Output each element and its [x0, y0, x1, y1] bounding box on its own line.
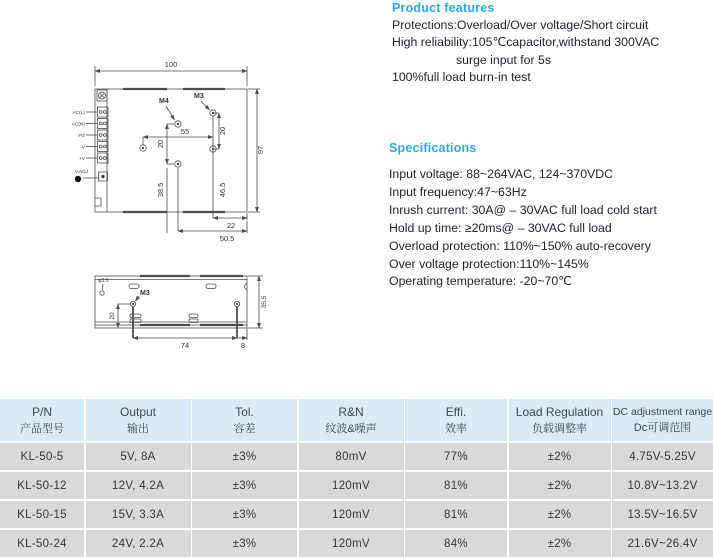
table-cell: 13.5V~16.5V: [612, 501, 713, 528]
table-cell: ±2%: [509, 472, 611, 499]
dim-74: 74: [180, 341, 190, 350]
table-cell: ±2%: [509, 501, 611, 528]
table-cell: ±3%: [192, 472, 297, 499]
top-view-drawing: [55, 50, 317, 265]
table-cell: ±3%: [192, 501, 297, 528]
m3-label: M3: [194, 93, 204, 100]
table-cell: ±2%: [509, 443, 611, 470]
column-header-load-regulation: Load Regulation 负载调整率: [509, 399, 611, 441]
m3-label: M3: [140, 290, 150, 297]
dim-20-center: 20: [156, 139, 165, 149]
terminal-label: FG: [78, 134, 85, 139]
table-cell: 120mV: [299, 530, 404, 557]
table-cell: KL-50-24: [0, 530, 84, 557]
column-header-rn: R&N 纹波&噪声: [299, 399, 404, 441]
column-header-effi: Effi. 效率: [405, 399, 507, 441]
specifications-title: Specifications: [389, 141, 477, 155]
terminal-label: AC(N): [71, 122, 85, 128]
table-cell: ±3%: [192, 530, 297, 557]
spec-line: Input frequency:47~63Hz: [389, 184, 527, 199]
column-header-output: Output 输出: [86, 399, 191, 441]
feature-line: High reliability:105℃capacitor,withstand 300VAC: [392, 35, 660, 50]
terminal-label: V.ADJ: [74, 170, 88, 175]
dim-22: 22: [226, 221, 236, 230]
product-features-section: [392, 1, 713, 87]
column-header-pn: P/N 产品型号: [0, 399, 84, 441]
spec-line: Inrush current: 30A@ – 30VAC full load cold start: [389, 202, 657, 217]
column-header-dc-range: DC adjustment range Dc可调范围: [612, 399, 713, 441]
spec-table: [0, 399, 713, 557]
table-cell: 4.75V-5.25V: [612, 443, 713, 470]
hole-diameter-label: φ3.5: [98, 278, 109, 284]
table-cell: 84%: [405, 530, 507, 557]
dimensions: [95, 60, 265, 243]
table-cell: ±3%: [192, 443, 297, 470]
table-cell: 120mV: [299, 472, 404, 499]
feature-line: surge input for 5s: [456, 52, 552, 67]
product-features-title: Product features: [392, 1, 495, 15]
table-cell: 15V, 3.3A: [86, 501, 191, 528]
spec-line: Operating temperature: -20~70℃: [389, 274, 572, 289]
m4-label: M4: [159, 98, 169, 105]
specifications-lines: [389, 166, 713, 291]
mounting-holes: [140, 110, 216, 167]
dim-50-5: 50.5: [219, 234, 235, 243]
table-cell: 5V, 8A: [86, 443, 191, 470]
table-cell: 21.6V~26.4V: [612, 530, 713, 557]
feature-line: Protections:Overload/Over voltage/Short circuit: [392, 18, 649, 32]
dim-8: 8: [240, 341, 246, 350]
table-cell: 80mV: [299, 443, 404, 470]
dim-55: 55: [180, 127, 190, 136]
specifications-section: [389, 141, 713, 291]
mounting-holes: [100, 291, 240, 338]
dim-35-5: 35.5: [261, 295, 268, 309]
terminal-block: [98, 107, 109, 163]
side-view-drawing: [85, 266, 315, 361]
spec-line: Over voltage protection:110%~145%: [389, 256, 589, 271]
table-cell: 24V, 2.2A: [86, 530, 191, 557]
spec-line: Hold up time: ≥20ms@ – 30VAC full load: [389, 220, 612, 235]
table-cell: 77%: [405, 443, 507, 470]
terminal-strip: [97, 89, 108, 212]
dim-46-5: 46.5: [218, 182, 227, 198]
table-cell: 12V, 4.2A: [86, 472, 191, 499]
terminal-label: -V: [80, 145, 85, 151]
table-cell: 120mV: [299, 501, 404, 528]
table-cell: 81%: [405, 501, 507, 528]
product-features-lines: [392, 17, 713, 87]
table-cell: 81%: [405, 472, 507, 499]
table-cell: KL-50-15: [0, 501, 84, 528]
dim-width: 100: [164, 60, 178, 69]
table-cell: KL-50-12: [0, 472, 84, 499]
dim-20-right: 20: [218, 126, 227, 136]
pointer-blob: [75, 176, 81, 182]
column-header-tol: Tol. 容差: [192, 399, 297, 441]
table-cell: 10.8V~13.2V: [612, 472, 713, 499]
spec-line: Overload protection: 110%~150% auto-recovery: [389, 238, 651, 253]
terminal-labels: [72, 110, 98, 182]
spec-line: Input voltage: 88~264VAC, 124~370VDC: [389, 167, 614, 181]
terminal-label: +V: [78, 157, 85, 162]
table-cell: KL-50-5: [0, 443, 84, 470]
case-notch: [95, 198, 101, 206]
dim-20: 20: [109, 312, 116, 320]
terminal-label: AC(L): [72, 111, 85, 116]
dim-height: 97: [256, 145, 265, 155]
table-cell: ±2%: [509, 530, 611, 557]
feature-line: 100%full load burn-in test: [392, 70, 531, 85]
dim-38-5: 38.5: [156, 182, 165, 198]
